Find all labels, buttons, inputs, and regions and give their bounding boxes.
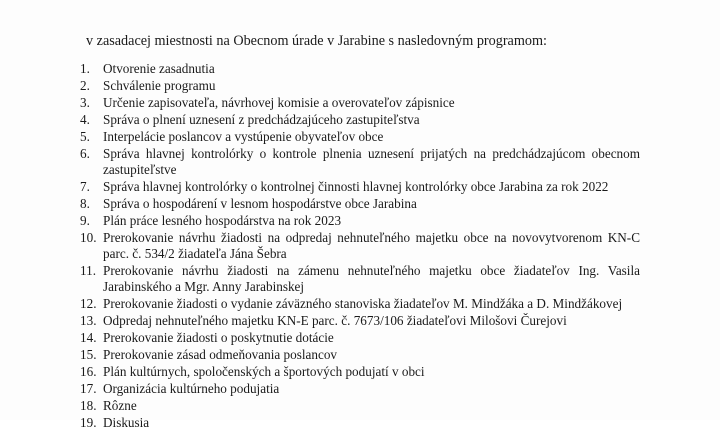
item-number: 5. xyxy=(80,128,90,144)
agenda-item xyxy=(80,196,640,212)
agenda-item xyxy=(80,61,640,77)
agenda-item xyxy=(80,213,640,229)
item-number: 10. xyxy=(80,229,97,245)
item-number: 7. xyxy=(80,179,90,194)
item-text: Otvorenie zasadnutia xyxy=(103,61,215,76)
agenda-item xyxy=(80,78,640,94)
item-number: 18. xyxy=(80,398,97,414)
agenda-item xyxy=(80,347,640,363)
item-number: 1. xyxy=(80,61,90,76)
agenda-item xyxy=(80,263,640,295)
agenda-item xyxy=(80,415,640,431)
agenda-item xyxy=(80,179,640,195)
item-number: 11. xyxy=(80,263,96,279)
item-text: Schválenie programu xyxy=(103,77,216,93)
agenda-item xyxy=(80,112,640,128)
item-number: 4. xyxy=(80,111,90,127)
item-text: Správa hlavnej kontrolórky o kontrole plnenia uznesení prijatých na predchádzajúcom obecnom zastupiteľstve xyxy=(103,145,640,178)
item-text: Interpelácie poslancov a vystúpenie obyvateľov obce xyxy=(103,128,384,144)
item-text: Rôzne xyxy=(103,398,137,414)
item-number: 14. xyxy=(80,330,97,346)
item-text: Prerokovanie žiadosti o poskytnutie dotácie xyxy=(103,330,334,346)
item-text: Správa hlavnej kontrolórky o kontrolnej činnosti hlavnej kontrolórky obce Jarabina za rok 2022 xyxy=(103,179,609,194)
agenda-item xyxy=(80,381,640,397)
agenda-list xyxy=(80,61,640,432)
item-text: Správa o plnení uznesení z predchádzajúceho zastupiteľstva xyxy=(103,111,420,127)
intro-line: v zasadacej miestnosti na Obecnom úrade v Jarabine s nasledovným programom: xyxy=(86,33,547,49)
item-number: 8. xyxy=(80,195,90,211)
agenda-item xyxy=(80,330,640,346)
item-text: Prerokovanie žiadosti o vydanie záväzného stanoviska žiadateľov M. Mindžáka a D. Mindžákovej xyxy=(103,296,623,312)
agenda-item xyxy=(80,230,640,262)
agenda-item xyxy=(80,146,640,178)
item-text: Odpredaj nehnuteľného majetku KN-E parc. č. 7673/106 žiadateľovi Milošovi Čurejovi xyxy=(103,313,567,329)
item-text: Diskusia xyxy=(103,415,150,430)
agenda-item xyxy=(80,95,640,111)
item-text: Určenie zapisovateľa, návrhovej komisie a overovateľov zápisnice xyxy=(103,94,455,110)
agenda-item xyxy=(80,398,640,414)
item-text: Plán práce lesného hospodárstva na rok 2023 xyxy=(103,212,342,228)
item-number: 13. xyxy=(80,313,97,329)
item-number: 16. xyxy=(80,364,97,380)
item-number: 19. xyxy=(80,415,97,430)
item-number: 2. xyxy=(80,77,90,93)
item-text: Správa o hospodárení v lesnom hospodárstve obce Jarabina xyxy=(103,195,417,211)
agenda-item xyxy=(80,313,640,329)
agenda-item xyxy=(80,129,640,145)
item-text: Plán kultúrnych, spoločenských a športových podujatí v obci xyxy=(103,364,425,380)
item-number: 6. xyxy=(80,145,90,161)
item-text: Organizácia kultúrneho podujatia xyxy=(103,381,280,397)
agenda-item xyxy=(80,364,640,380)
item-number: 15. xyxy=(80,347,97,363)
item-number: 12. xyxy=(80,296,97,312)
agenda-item xyxy=(80,296,640,312)
item-number: 9. xyxy=(80,212,90,228)
item-number: 17. xyxy=(80,381,97,397)
item-text: Prerokovanie návrhu žiadosti na odpredaj nehnuteľného majetku obce na novovytvorenom KN-C parc. č. 534/2 žiadateľa Jána Šebra xyxy=(103,229,640,262)
item-text: Prerokovanie návrhu žiadosti na zámenu nehnuteľného majetku obce žiadateľov Ing. Vasila Jarabinského a Mgr. Anny Jarabinskej xyxy=(103,263,640,295)
item-text: Prerokovanie zásad odmeňovania poslancov xyxy=(103,347,338,363)
item-number: 3. xyxy=(80,94,90,110)
